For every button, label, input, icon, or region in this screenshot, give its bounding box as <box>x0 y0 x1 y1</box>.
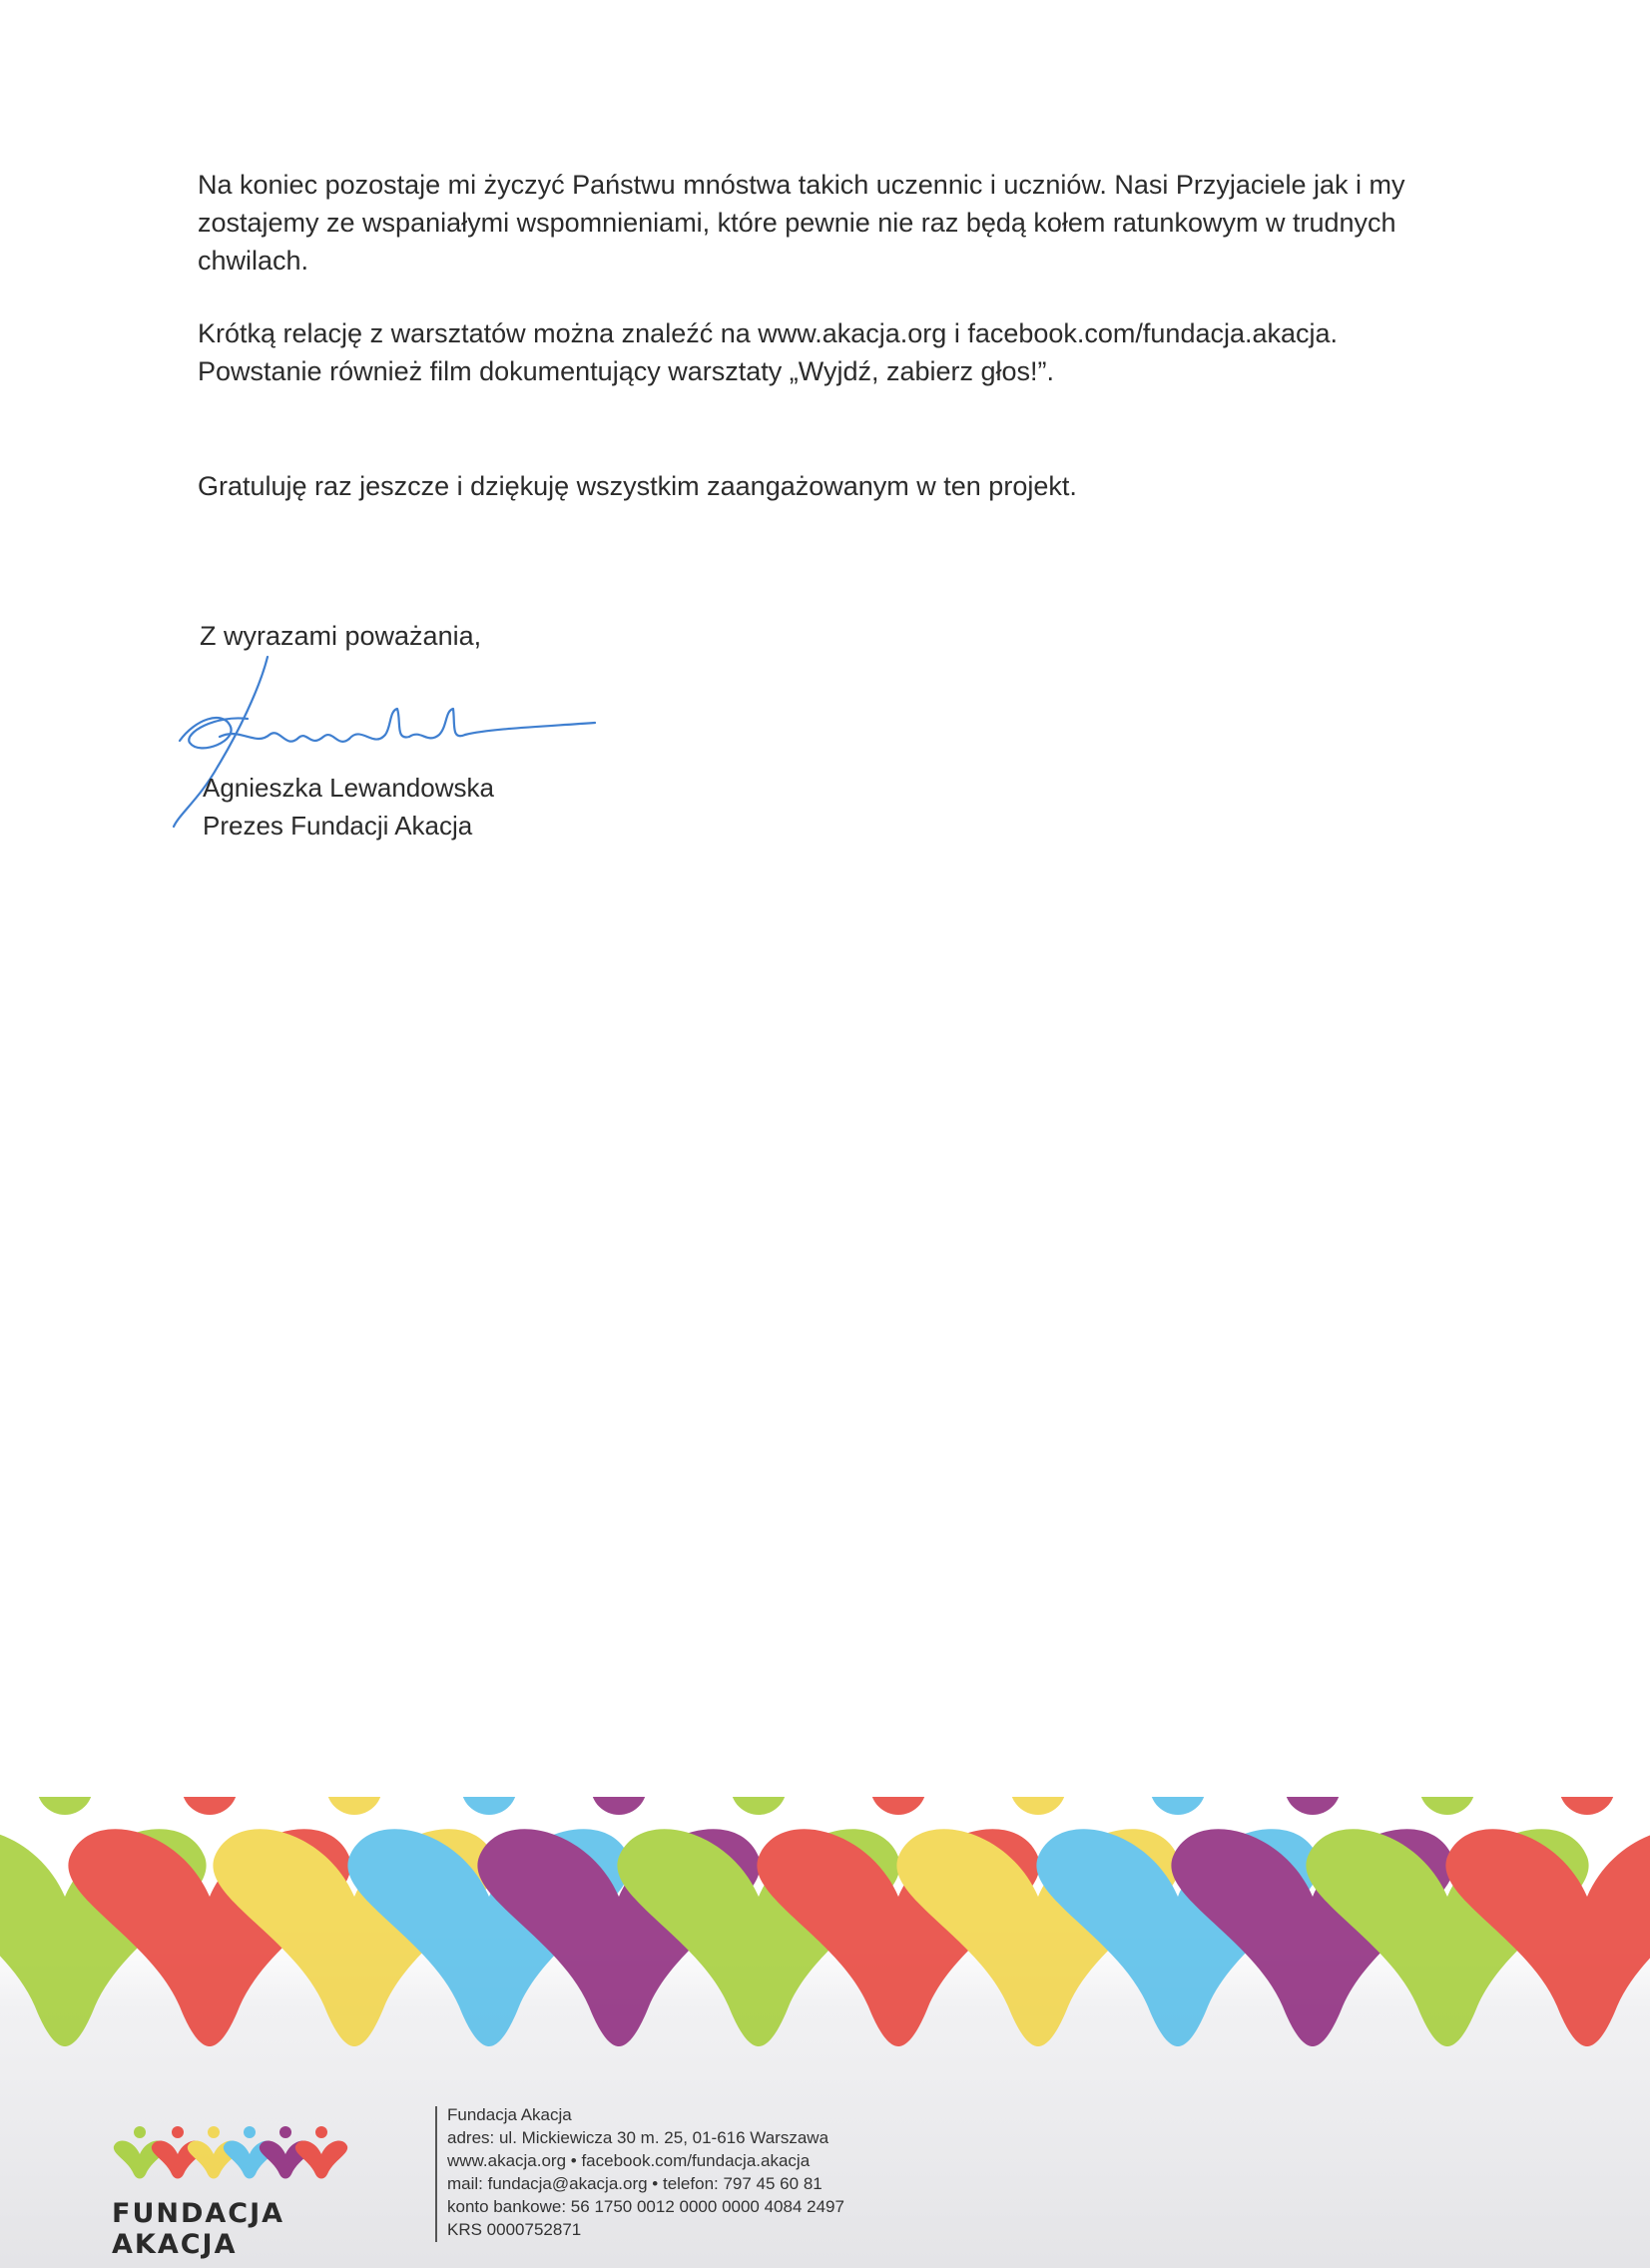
bank-account-line: konto bankowe: 56 1750 0012 0000 0000 4084 2497 <box>447 2197 844 2216</box>
signer-name: Agnieszka Lewandowska <box>203 773 494 803</box>
signer-block <box>203 769 494 845</box>
logo-wordmark: FUNDACJA AKACJA <box>112 2198 285 2260</box>
people-figures-illustration <box>0 1797 1650 2066</box>
paragraph-thanks <box>198 467 1495 505</box>
text-line: Na koniec pozostaje mi życzyć Państwu mnóstwa takich uczennic i uczniów. Nasi Przyjaciele jak i my <box>198 170 1405 200</box>
krs-line: KRS 0000752871 <box>447 2220 582 2239</box>
paragraph-links <box>198 314 1495 390</box>
text-line: zostajemy ze wspaniałymi wspomnieniami, które pewnie nie raz będą kołem ratunkowym w trudnych <box>198 208 1396 238</box>
web-links-line: www.akacja.org • facebook.com/fundacja.akacja <box>447 2151 811 2170</box>
footer-contact <box>447 2103 844 2241</box>
footer-divider <box>435 2106 437 2242</box>
address-line: adres: ul. Mickiewicza 30 m. 25, 01-616 Warszawa <box>447 2128 829 2147</box>
signer-title: Prezes Fundacji Akacja <box>203 811 473 841</box>
closing-salutation: Z wyrazami poważania, <box>200 621 482 651</box>
paragraph-wishes <box>198 166 1495 280</box>
org-name: Fundacja Akacja <box>447 2105 572 2124</box>
text-line: Powstanie również film dokumentujący warsztaty „Wyjdź, zabierz głos!”. <box>198 356 1055 386</box>
text-line: Gratuluję raz jeszcze i dziękuję wszystkim zaangażowanym w ten projekt. <box>198 471 1077 501</box>
mail-phone-line: mail: fundacja@akacja.org • telefon: 797 45 60 81 <box>447 2174 823 2193</box>
text-line: chwilach. <box>198 246 309 276</box>
text-line: Krótką relację z warsztatów można znaleźć na www.akacja.org i facebook.com/fundacja.akacja. <box>198 318 1339 348</box>
